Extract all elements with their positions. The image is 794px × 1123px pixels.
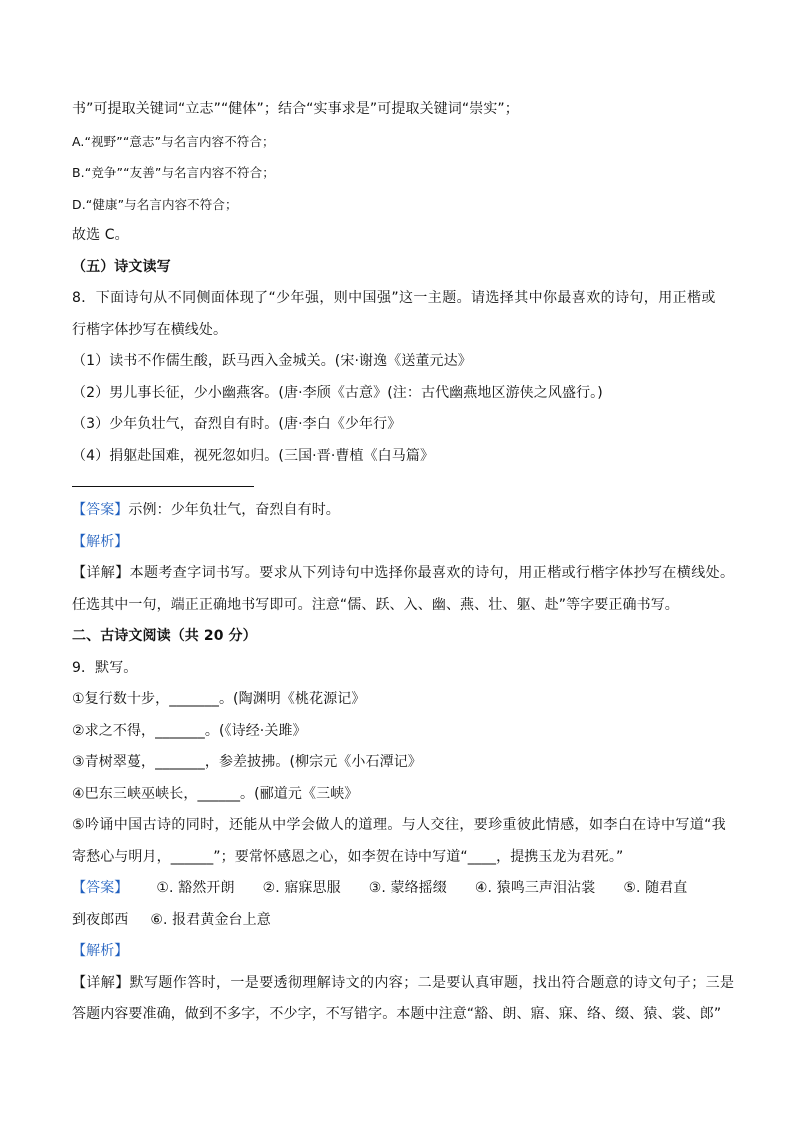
text-line: A.“视野”“意志”与名言内容不符合；	[72, 133, 275, 149]
text-line: 书”可提取关键词“立志”“健体”；结合“实事求是”可提取关键词“崇实”；	[72, 101, 519, 117]
detail-row	[72, 968, 735, 1000]
dictation-item: ①复行数十步，_______。(陶渊明《桃花源记》	[72, 691, 366, 707]
text-line: B.“竞争”“友善”与名言内容不符合；	[72, 165, 275, 180]
section-heading: 二、古诗文阅读（共 20 分）	[72, 628, 257, 644]
answer-label: 【答案】	[72, 502, 129, 518]
poem-option: （4）捐躯赴国难，视死忽如归。(三国·晋·曹植《白马篇》	[72, 447, 435, 464]
answer-item: ④. 猿鸣三声泪沾裳	[474, 880, 596, 896]
answer-label: 【答案】	[72, 880, 129, 896]
answer-item: 到夜郎西	[72, 911, 129, 928]
detail-text: 默写题作答时，一是要透彻理解诗文的内容；二是要认真审题，找出符合题意的诗文句子；三是	[129, 974, 735, 991]
text-line: D.“健康”与名言内容不符合；	[72, 196, 238, 212]
dictation-item: ②求之不得，_______。(《诗经·关雎》	[72, 722, 307, 739]
question-text: 8．下面诗句从不同侧面体现了“少年强，则中国强”这一主题。请选择其中你最喜欢的诗句，用正楷或	[72, 290, 716, 306]
answer-row	[72, 495, 732, 527]
dictation-item: ⑤吟诵中国古诗的同时，还能从中学会做人的道理。与人交往，要珍重彼此情感，如李白在诗中写道“我	[72, 817, 727, 833]
poem-option: （3）少年负壮气，奋烈自有时。(唐·李白《少年行》	[72, 416, 402, 432]
answer-text: 示例：少年负壮气，奋烈自有时。	[128, 502, 340, 518]
poem-option: （1）读书不作儒生酸，跃马西入金城关。(宋·谢逸《送董元达》	[72, 353, 472, 369]
detail-text: 本题考查字词书写。要求从下列诗句中选择你最喜欢的诗句，用正楷或行楷字体抄写在横线处。	[129, 565, 735, 581]
answer-row	[72, 905, 732, 937]
answer-blank-line	[72, 486, 254, 487]
detail-label: 【详解】	[72, 565, 130, 581]
section-heading: （五）诗文读写	[72, 258, 171, 275]
answer-item: ③. 蒙络摇缀	[368, 880, 447, 896]
answer-item: ②. 寤寐思服	[262, 880, 341, 896]
answer-item: ⑥. 报君黄金台上意	[150, 911, 271, 928]
detail-text: 任选其中一句，端正正确地书写即可。注意“儒、跃、入、幽、燕、壮、躯、赴”等字要正确书写。	[72, 596, 679, 613]
dictation-item: 寄愁心与明月，______”；要常怀感恩之心，如李贺在诗中写道“____，提携玉龙为君死。”	[72, 848, 624, 865]
detail-text: 答题内容要准确，做到不多字，不少字，不写错字。本题中注意“豁、朗、寤、寐、络、缀、猿、裳、郎”	[72, 1006, 722, 1022]
answer-row	[72, 873, 732, 905]
dictation-item: ④巴东三峡巫峡长，______。(郦道元《三峡》	[72, 785, 359, 802]
question-text: 行楷字体抄写在横线处。	[72, 321, 228, 338]
answer-item: ①. 豁然开朗	[156, 880, 235, 896]
dictation-item: ③青树翠蔓，_______，参差披拂。(柳宗元《小石潭记》	[72, 754, 422, 770]
text-line: 故选 C。	[72, 227, 129, 243]
poem-option: （2）男儿事长征，少小幽燕客。(唐·李颀《古意》(注：古代幽燕地区游侠之风盛行。)	[72, 384, 603, 401]
detail-label: 【详解】	[72, 974, 130, 991]
detail-row	[72, 558, 735, 590]
document-page	[72, 94, 735, 1031]
analysis-label: 【解析】	[72, 943, 129, 959]
question-text: 9．默写。	[72, 659, 138, 676]
analysis-label: 【解析】	[72, 533, 129, 550]
answer-item: ⑤. 随君直	[623, 880, 688, 896]
